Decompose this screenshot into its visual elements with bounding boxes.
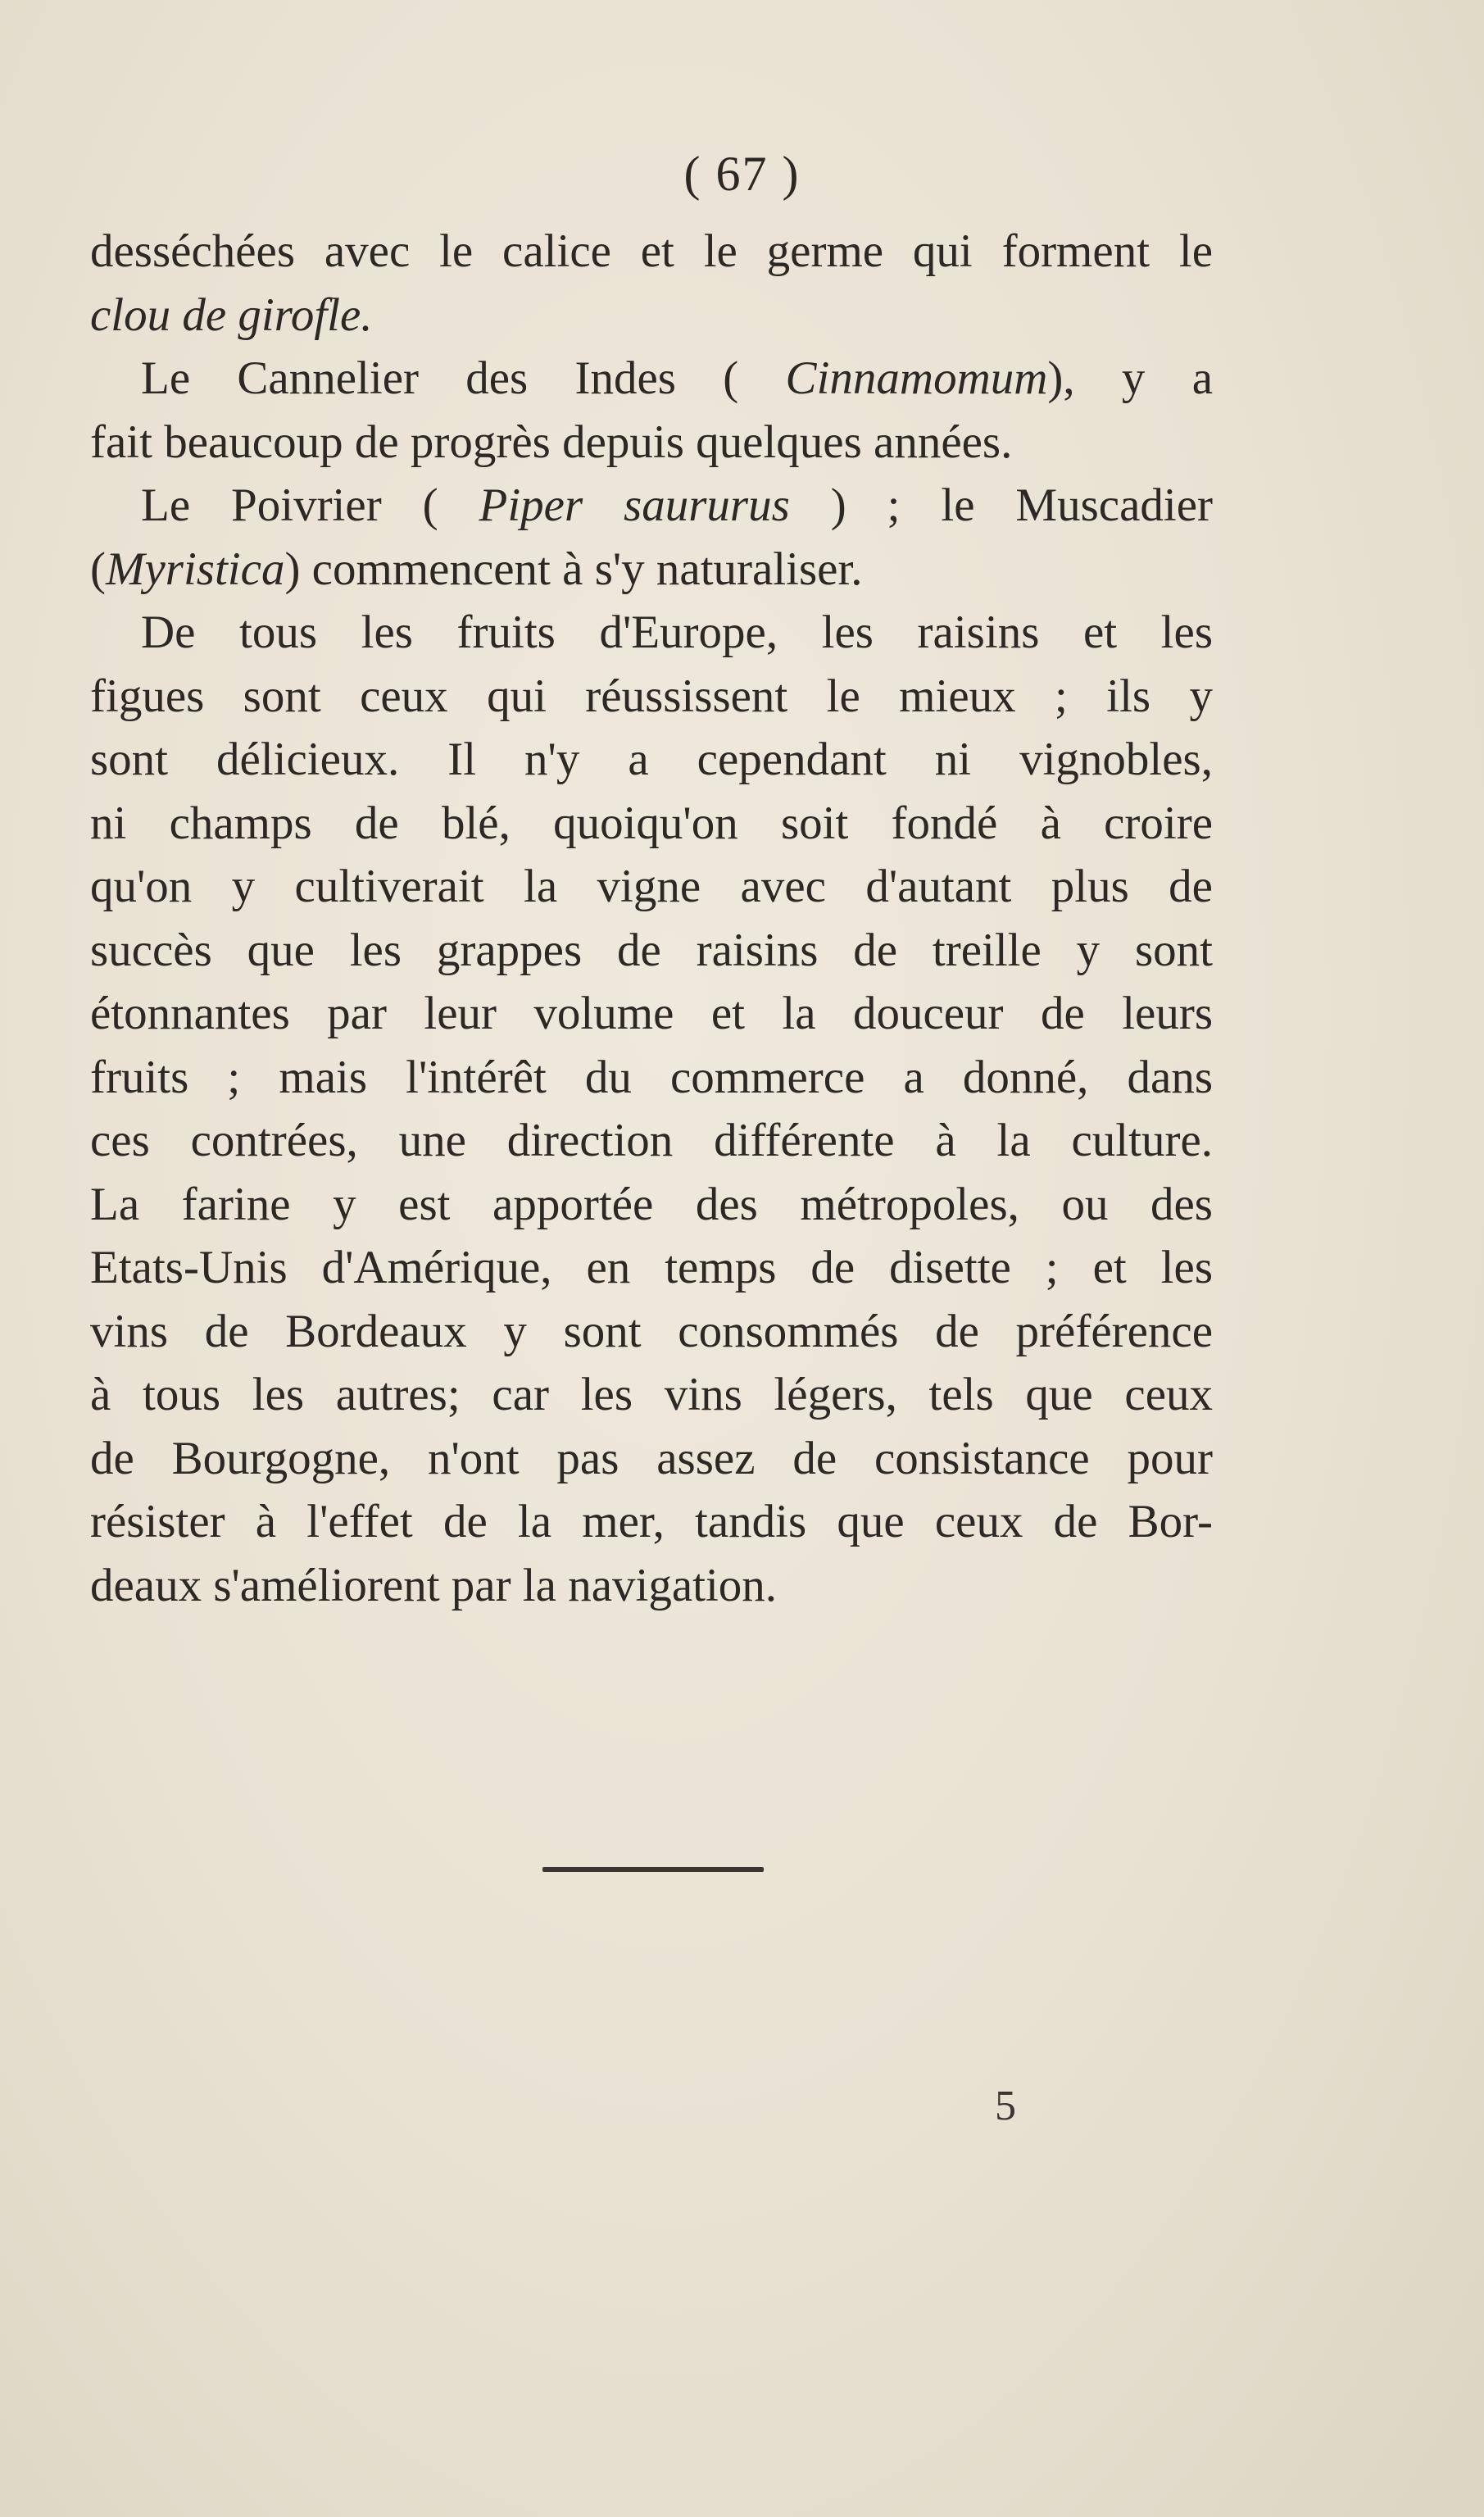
text-line: Etats-Unis d'Amérique, en temps de disette ; et les [90,1242,1213,1293]
signature-mark: 5 [995,2083,1016,2129]
italic-term: Piper saururus [479,479,790,531]
text-fragment: ) ; le Muscadier [830,479,1214,531]
body-text [90,220,1213,1617]
text-line: de Bourgogne, n'ont pas assez de consistance pour [90,1432,1213,1484]
text-line: vins de Bordeaux y sont consommés de préférence [90,1305,1213,1357]
text-fragment: Le Poivrier ( [141,479,438,531]
paragraph-pepper [90,474,1213,601]
text-line: figues sont ceux qui réussissent le mieux ; ils y [90,670,1213,722]
text-line: à tous les autres; car les vins légers, tels que ceux [90,1369,1213,1420]
text-line: succès que les grappes de raisins de treille y sont [90,924,1213,976]
text-line [90,538,1213,602]
text-fragment: ) commencent à s'y naturaliser. [284,543,863,595]
text-line: ces contrées, une direction différente à la culture. [90,1115,1213,1166]
text-line: étonnantes par leur volume et la douceur de leurs [90,988,1213,1039]
text-fragment: Le Cannelier des Indes ( [141,352,739,404]
italic-term: clou de girofle. [90,289,373,341]
text-line: qu'on y cultiverait la vigne avec d'autant plus de [90,861,1213,912]
text-line: ni champs de blé, quoiqu'on soit fondé à croire [90,797,1213,849]
text-line [90,347,1213,411]
italic-term: Cinnamomum [785,352,1048,404]
text-line [90,284,1213,348]
text-line: sont délicieux. Il n'y a cependant ni vignobles, [90,734,1213,785]
paragraph-cinnamon [90,347,1213,474]
text-line: De tous les fruits d'Europe, les raisins et les [141,607,1213,658]
text-line: fait beaucoup de progrès depuis quelques années. [90,416,1013,468]
text-line: fruits ; mais l'intérêt du commerce a donné, dans [90,1051,1213,1103]
paragraph-clove [90,220,1213,347]
page-number: ( 67 ) [683,147,801,201]
text-fragment: ( [90,543,106,595]
text-line: desséchées avec le calice et le germe qui forment le [90,225,1213,277]
text-line [90,474,1213,538]
text-line: deaux s'améliorent par la navigation. [90,1559,778,1611]
text-line: La farine y est apportée des métropoles, ou des [90,1178,1213,1230]
section-rule [542,1867,764,1872]
italic-term: Myristica [105,543,285,595]
text-fragment: ), y a [1047,352,1214,404]
paragraph-fruits [90,601,1213,1617]
text-line: résister à l'effet de la mer, tandis que ceux de Bor- [90,1496,1213,1547]
